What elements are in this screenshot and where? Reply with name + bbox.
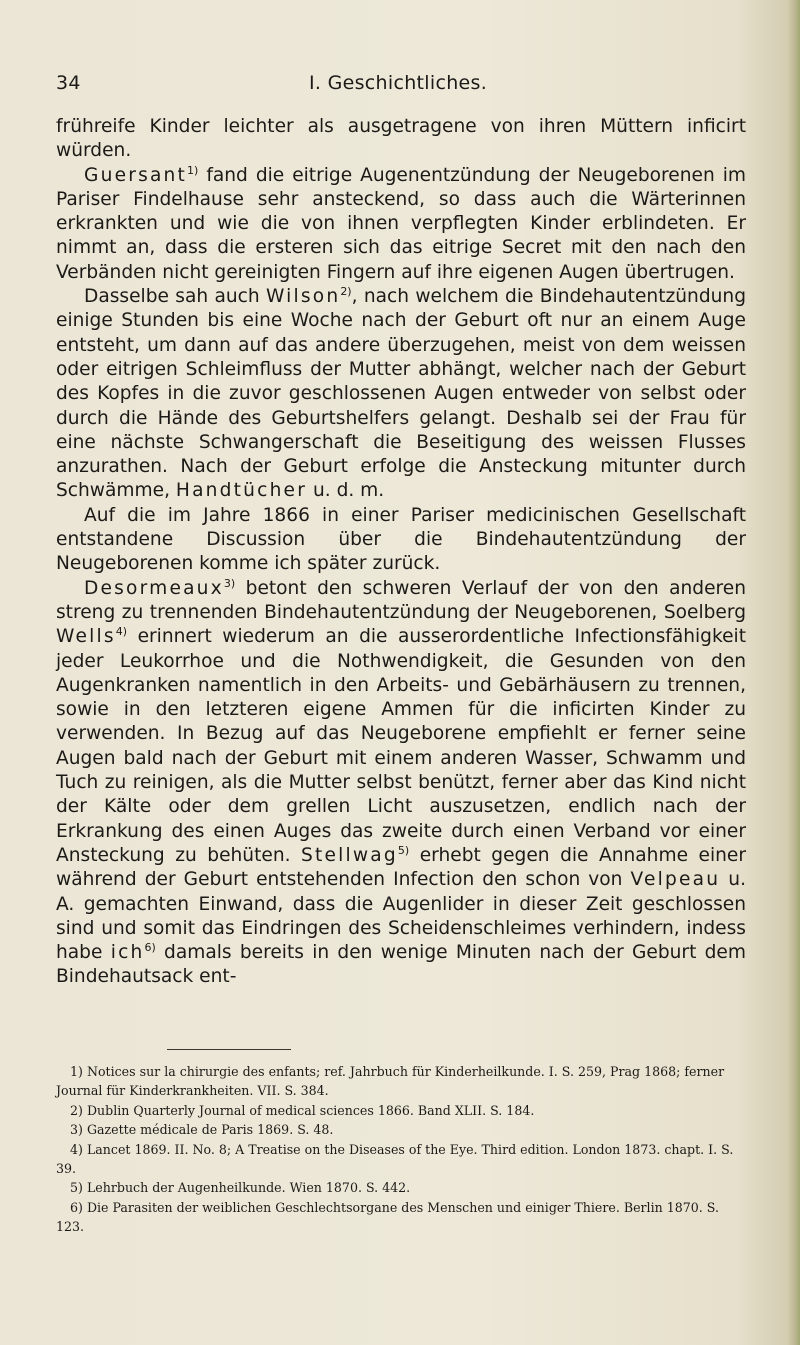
footnote-rule bbox=[167, 1049, 291, 1050]
footnote-2-marker: 2) bbox=[70, 1102, 83, 1118]
author-stellwag: Stellwag bbox=[301, 844, 398, 866]
footnotes bbox=[56, 1062, 746, 1237]
author-guersant: Guersant bbox=[84, 164, 188, 186]
footnote-ref-1: 1) bbox=[187, 163, 199, 177]
footnote-5-marker: 5) bbox=[70, 1180, 83, 1196]
footnote-2-text: Dublin Quarterly Journal of medical sciences 1866. Band XLII. S. 184. bbox=[86, 1102, 535, 1118]
paragraph-5-text-4: u. A. gemachten Einwand, dass die Augenlider in dieser Zeit geschlossen sind und somit das Eindringen des Scheidenschleimes verhindern, indess habe bbox=[56, 869, 746, 964]
footnote-ref-5: 5) bbox=[397, 843, 410, 857]
footnote-3 bbox=[56, 1120, 746, 1139]
paragraph-1: frühreife Kinder leichter als ausgetragene von ihren Müttern inficirt würden. bbox=[56, 116, 746, 162]
footnote-6 bbox=[56, 1198, 746, 1237]
footnote-1 bbox=[56, 1062, 746, 1101]
footnote-3-text: Gazette médicale de Paris 1869. S. 48. bbox=[86, 1122, 334, 1138]
page-edge bbox=[786, 0, 800, 1345]
term-handtuecher: Handtücher bbox=[175, 480, 308, 502]
footnote-3-marker: 3) bbox=[70, 1122, 83, 1138]
page-number: 34 bbox=[56, 72, 81, 94]
footnote-ref-2: 2) bbox=[340, 285, 352, 299]
footnote-6-marker: 6) bbox=[70, 1199, 83, 1215]
paragraph-3 bbox=[56, 285, 746, 504]
paragraph-5 bbox=[56, 577, 746, 990]
paragraph-5-text-2: erinnert wiederum an die ausserordentliche Infectionsfähigkeit jeder Leukorrhoe und die Nothwendigkeit, die Gesunden von den Augenkranken namentlich in den Arbeits- und Gebärhäusern zu trennen, sowie in den letzteren eigene Ammen für die inficirten Kinder zu verwenden. In Bezug auf das Neugeborene empfiehlt er ferner seine Augen bald nach der Geburt mit einem anderen Wasser, Schwamm und Tuch zu reinigen, als die Mutter selbst benützt, ferner aber das Kind nicht der Kälte oder dem grellen Licht auszusetzen, endlich nach der Erkrankung des einen Auges das zweite durch einen Verband vor einer Ansteckung zu behüten. bbox=[56, 626, 746, 866]
footnote-ref-6: 6) bbox=[144, 941, 156, 955]
footnote-5 bbox=[56, 1178, 746, 1197]
paragraph-3-text-b: u. d. m. bbox=[307, 480, 385, 502]
footnote-ref-3: 3) bbox=[223, 576, 236, 590]
footnote-4-text: Lancet 1869. II. No. 8; A Treatise on the Diseases of the Eye. Third edition. London 1873. chapt. I. S. 39. bbox=[56, 1141, 734, 1177]
paragraph-2 bbox=[56, 164, 746, 285]
author-desormeaux: Desormeaux bbox=[84, 577, 224, 599]
paragraph-2-text: fand die eitrige Augenentzündung der Neugeborenen im Pariser Findelhause sehr ansteckend, so dass auch die Wärterinnen erkrankten und wie die von ihnen verpflegten Kinder erblindeten. Er nimmt an, dass die ersteren sich das eitrige Secret mit den nach den Verbänden nicht gereinigten Fingern auf ihre eigenen Augen übertrugen. bbox=[56, 164, 746, 283]
paragraph-5-text-3: erhebt gegen die Annahme einer während der Geburt entstehenden Infection den schon von bbox=[56, 844, 746, 891]
footnote-4-marker: 4) bbox=[70, 1141, 83, 1157]
footnote-4 bbox=[56, 1140, 746, 1179]
paragraph-4: Auf die im Jahre 1866 in einer Pariser medicinischen Gesellschaft entstandene Discussion über die Bindehautentzündung der Neugeborenen komme ich später zurück. bbox=[56, 504, 746, 575]
paragraph-5-text-5: damals bereits in den wenige Minuten nach der Geburt dem Bindehautsack ent- bbox=[56, 942, 746, 988]
page-header bbox=[56, 72, 746, 102]
paragraph-3-lead: Dasselbe sah auch bbox=[84, 286, 266, 308]
footnote-2 bbox=[56, 1101, 746, 1120]
author-wilson: Wilson bbox=[265, 286, 341, 308]
footnote-1-marker: 1) bbox=[70, 1064, 83, 1079]
footnote-6-text: Die Parasiten der weiblichen Geschlechtsorgane des Menschen und einiger Thiere. Berlin 1870. S. 123. bbox=[56, 1199, 719, 1235]
body-text bbox=[56, 115, 746, 990]
footnote-1-text: Notices sur la chirurgie des enfants; ref. Jahrbuch für Kinderheilkunde. I. S. 259, Prag 1868; ferner Journal für Kinderkrankheiten. VII. S. 384. bbox=[56, 1064, 725, 1099]
paragraph-3-text-a: , nach welchem die Bindehautentzündung einige Stunden bis eine Woche nach der Geburt oft nur an einem Auge entsteht, um dann auf das andere überzugehen, meist von dem weissen oder eitrigen Schleimfluss der Mutter abhängt, welcher nach der Geburt des Kopfes in die zuvor geschlossenen Augen entweder von selbst oder durch die Hände des Geburtshelfers gelangt. Deshalb sei der Frau für eine nächste Schwangerschaft die Beseitigung des weissen Flusses anzurathen. Nach der Geburt erfolge die Ansteckung mitunter durch Schwämme, bbox=[56, 286, 746, 502]
footnote-5-text: Lehrbuch der Augenheilkunde. Wien 1870. S. 442. bbox=[86, 1180, 411, 1196]
author-wells: Wells bbox=[56, 626, 116, 648]
author-ich: ich bbox=[110, 942, 145, 964]
paragraph-5-text: betont den schweren Verlauf der von den anderen streng zu trennenden Bindehautentzündung der Neugeborenen, Soelberg bbox=[56, 577, 746, 623]
running-head: I. Geschichtliches. bbox=[309, 72, 488, 94]
author-velpeau: Velpeau bbox=[630, 869, 721, 891]
footnote-ref-4: 4) bbox=[115, 625, 128, 639]
